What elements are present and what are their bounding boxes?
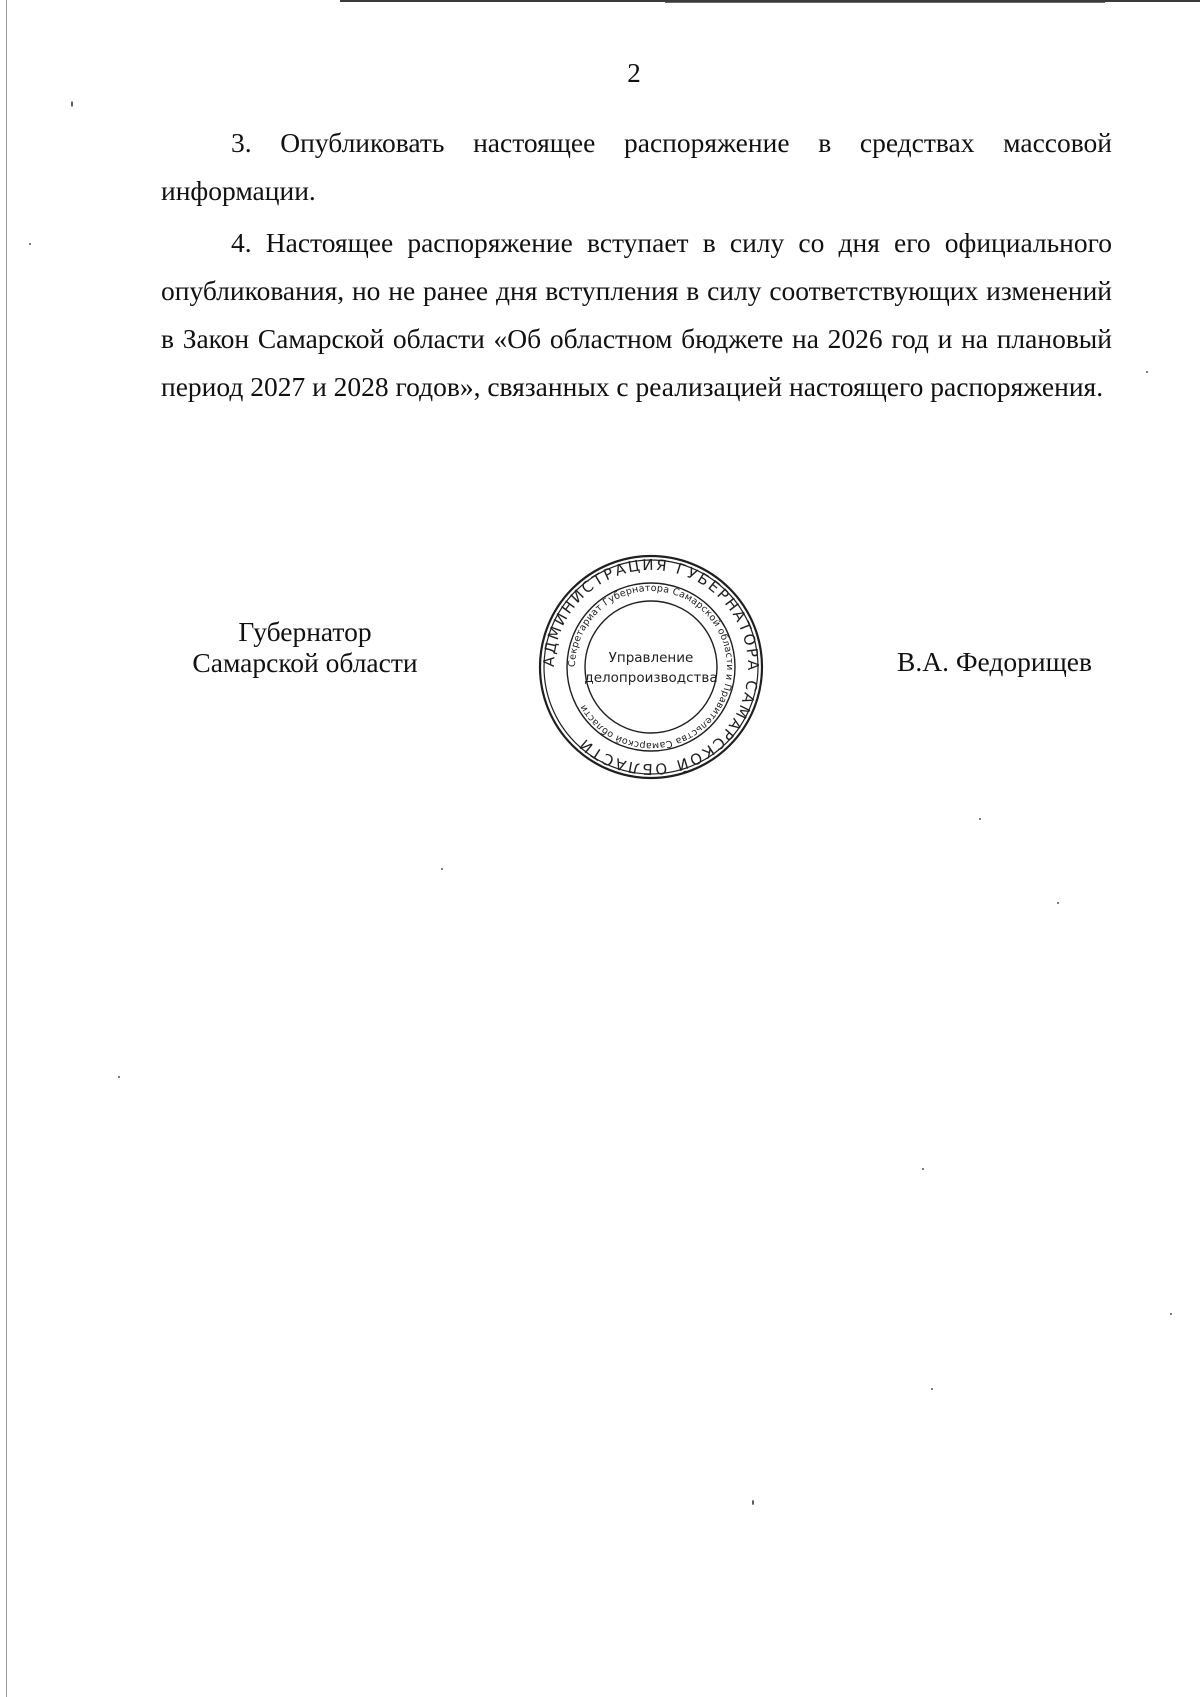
scan-speck [1057, 902, 1059, 904]
scan-speck [118, 1076, 120, 1078]
scan-edge-top-secondary [665, 2, 1105, 3]
signatory-title-line2: Самарской области [192, 647, 418, 678]
scan-speck [979, 818, 981, 820]
signatory-title [180, 616, 430, 678]
scan-speck [922, 1168, 924, 1170]
page-number: 2 [627, 58, 641, 88]
scan-edge-left [6, 0, 7, 1697]
scan-speck [931, 1388, 933, 1390]
signatory-title-line1: Губернатор [238, 616, 372, 647]
stamp-outer-ring-text: АДМИНИСТРАЦИЯ ГУБЕРНАТОРА САМАРСКОЙ ОБЛАСТИ [539, 555, 763, 779]
stamp-center-line1: Управление [608, 650, 694, 666]
stamp-inner-ring-text: Секретариат Губернатора Самарской области и Правительства Самарской области [566, 582, 736, 752]
scan-speck [71, 101, 73, 107]
scan-speck [1170, 1313, 1172, 1315]
scan-speck [752, 1500, 754, 1505]
stamp-center-line2: делопроизводства [584, 670, 718, 686]
paragraph-publish: 3. Опубликовать настоящее распоряжение в средствах массовой информации. [161, 127, 1112, 206]
scan-speck [1146, 371, 1148, 373]
signatory-name: В.А. Федорищев [897, 646, 1092, 677]
scan-speck [441, 868, 443, 870]
official-stamp [536, 552, 766, 782]
paragraph-entry-into-force: 4. Настоящее распоряжение вступает в силу со дня его официального опубликования, но не ранее дня вступления в силу соответствующих изменений в Закон Самарской области «Об областном бюджете на 2026 год и на плановый период 2027 и 2028 годов», связанных с реализацией настоящего распоряжения. [161, 227, 1112, 402]
scan-speck [29, 243, 31, 245]
